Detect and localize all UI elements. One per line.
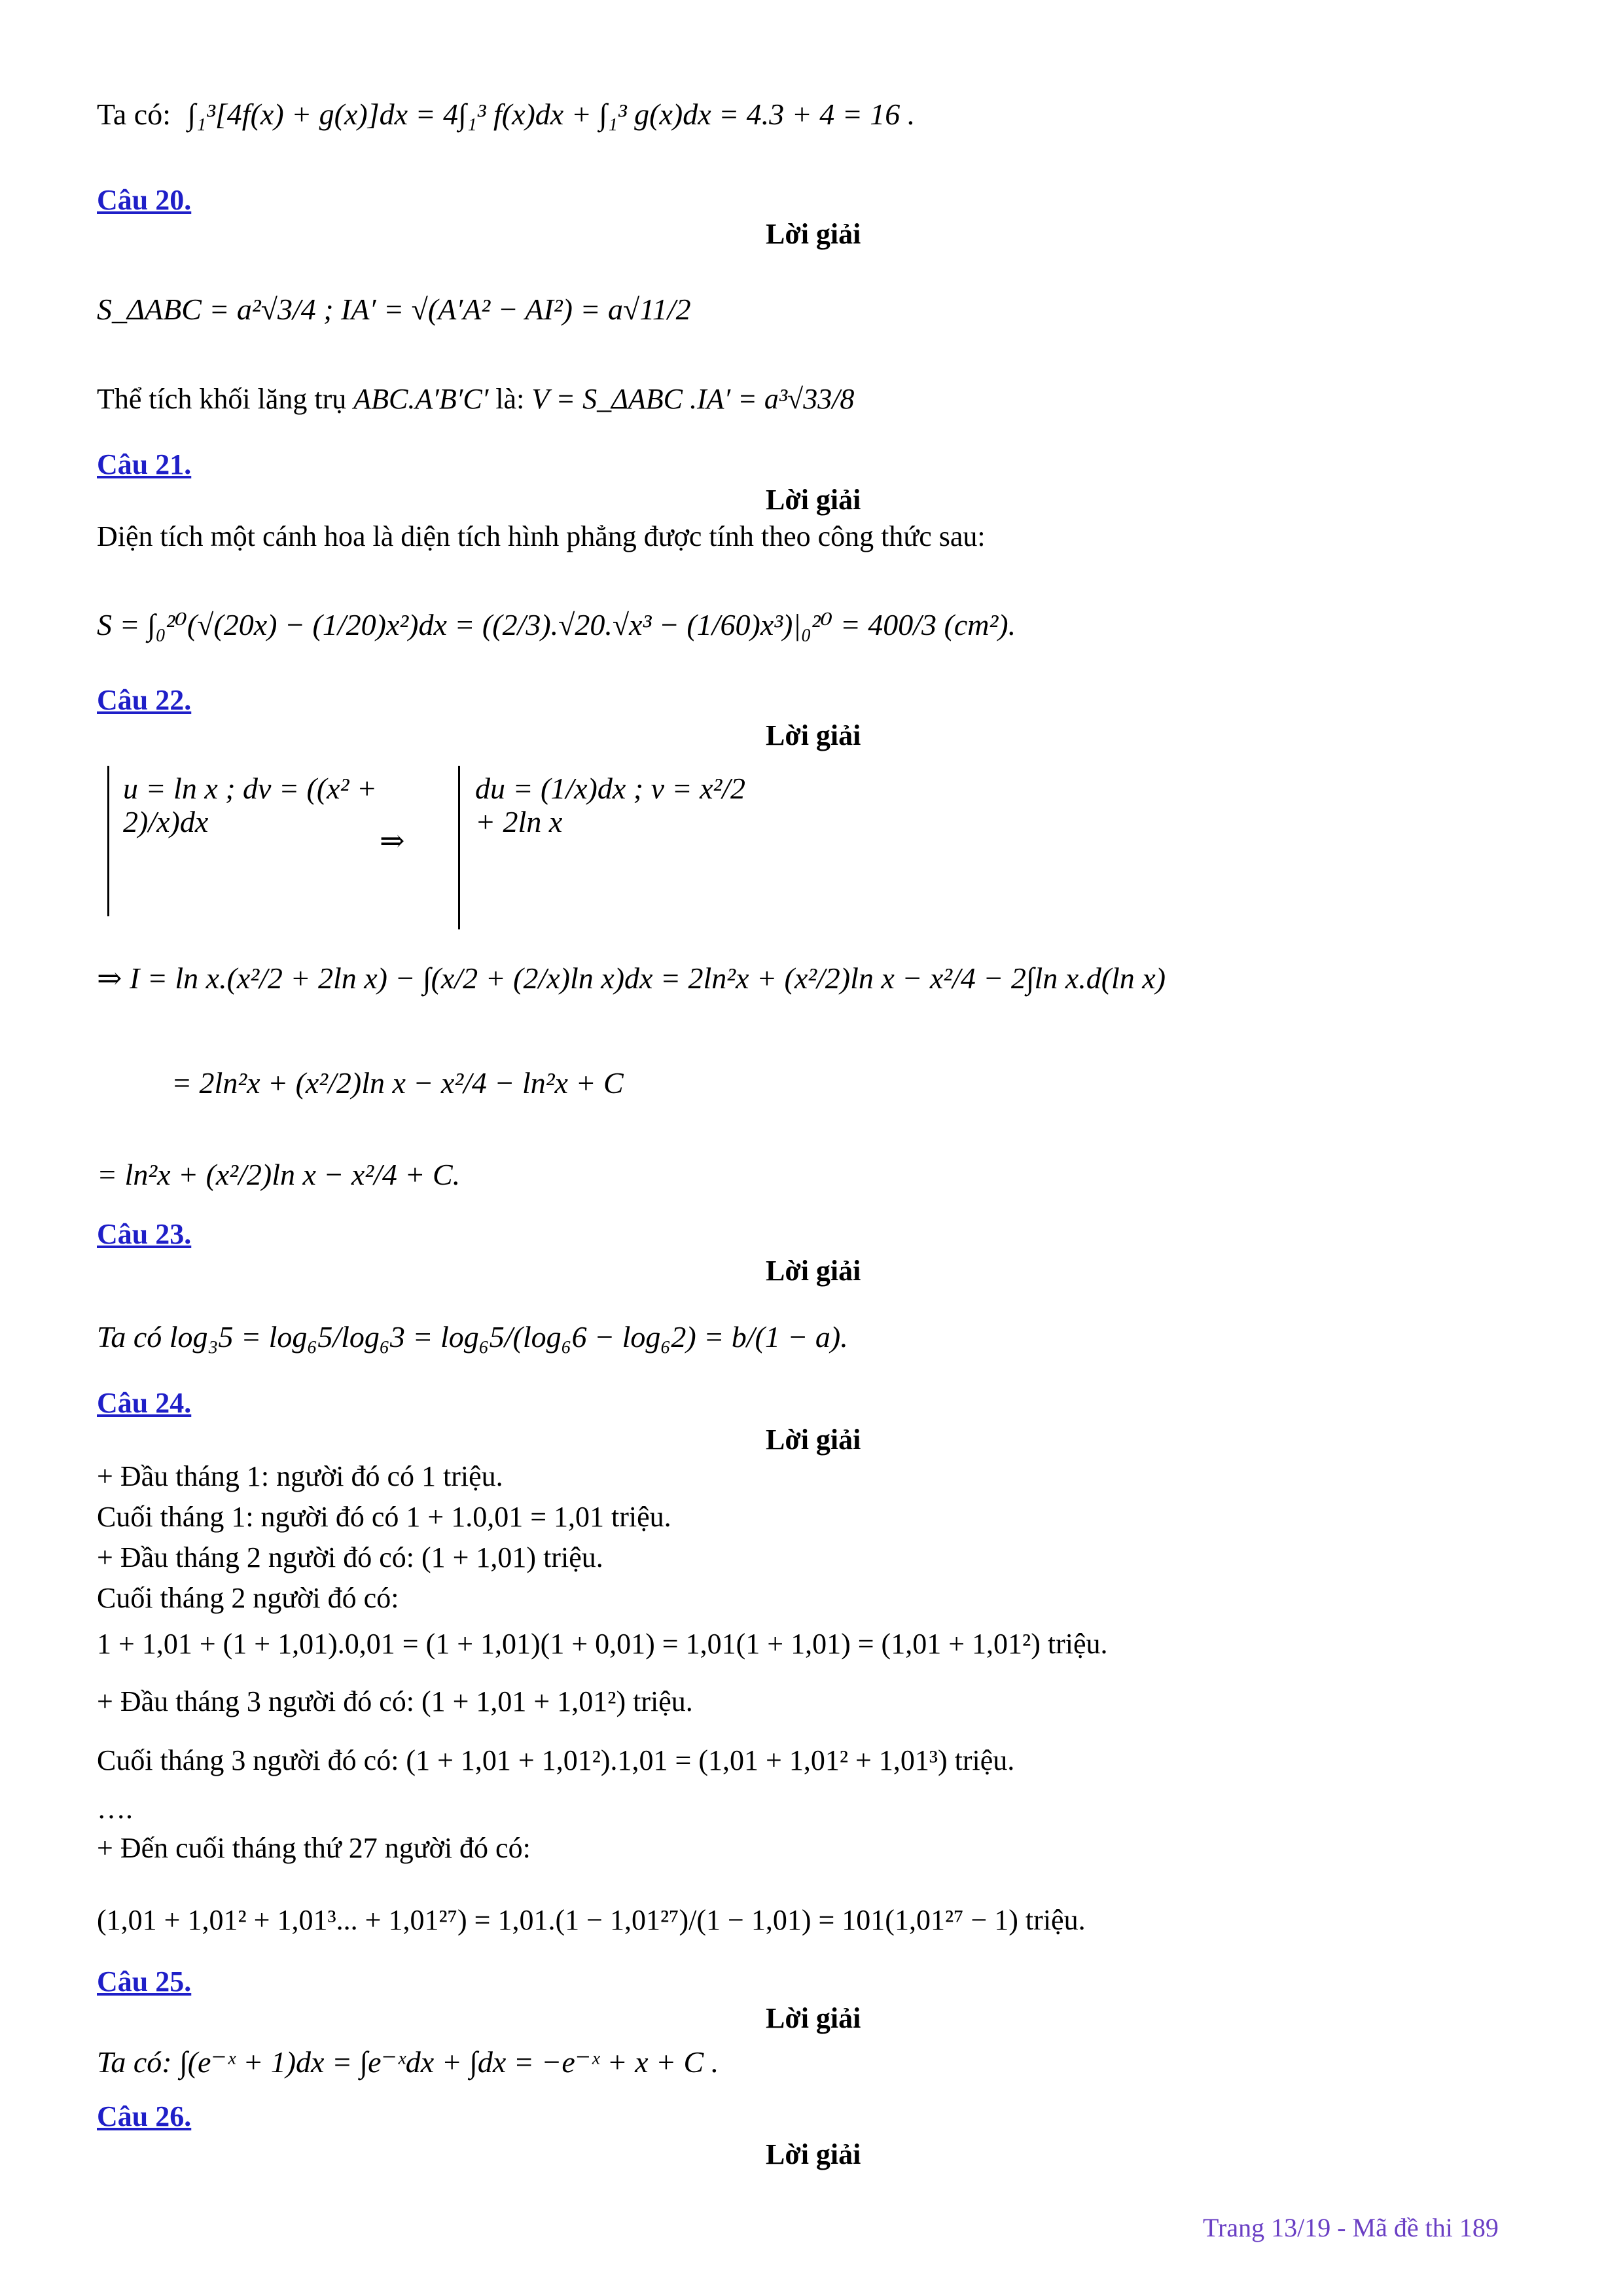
solution-21-label: Lời giải xyxy=(766,484,861,516)
month27-label: + Đến cuối tháng thứ 27 người đó có: xyxy=(97,1832,531,1864)
question-20-heading: Câu 20. xyxy=(97,184,192,216)
question-24-heading: Câu 24. xyxy=(97,1387,192,1419)
integral-line xyxy=(97,98,915,132)
solution-23-label: Lời giải xyxy=(766,1255,861,1287)
month2-end-formula: 1 + 1,01 + (1 + 1,01).0,01 = (1 + 1,01)(1 + 0,01) = 1,01(1 + 1,01) = (1,01 + 1,01²) triệu. xyxy=(97,1628,1108,1660)
la-text: là: xyxy=(488,383,532,415)
solution-22-label: Lời giải xyxy=(766,719,861,751)
question-23-heading: Câu 23. xyxy=(97,1218,192,1250)
question-26-heading: Câu 26. xyxy=(97,2100,192,2132)
month3-start: + Đầu tháng 3 người đó có: (1 + 1,01 + 1,01²) triệu. xyxy=(97,1685,693,1717)
system-1-brace xyxy=(107,766,109,916)
formula-21-area: S = ∫₀²⁰(√(20x) − (1/20)x²)dx = ((2/3).√20.√x³ − (1/60)x³)|₀²⁰ = 400/3 (cm²). xyxy=(97,608,1016,641)
question-21-heading: Câu 21. xyxy=(97,448,192,480)
month1-start: + Đầu tháng 1: người đó có 1 triệu. xyxy=(97,1460,503,1492)
system-1-formula: u = ln x ; dv = ((x² + 2)/x)dx xyxy=(123,772,377,838)
volume-line-20 xyxy=(97,384,854,415)
formula-22-integration: ⇒ I = ln x.(x²/2 + 2ln x) − ∫(x/2 + (2/x)ln x)dx = 2ln²x + (x²/2)ln x − x²/4 − 2∫ln x.d(ln x) xyxy=(97,961,1166,995)
substitution-system-2 xyxy=(458,759,759,936)
ellipsis: …. xyxy=(97,1793,133,1825)
implies-arrow: ⇒ xyxy=(380,824,405,857)
solution-20-label: Lời giải xyxy=(766,218,861,250)
formula-22-result: = ln²x + (x²/2)ln x − x²/4 + C. xyxy=(97,1158,461,1191)
solution-25-label: Lời giải xyxy=(766,2002,861,2034)
solution-24-label: Lời giải xyxy=(766,1424,861,1456)
substitution-system-1 xyxy=(97,759,398,923)
page-footer: Trang 13/19 - Mã đề thi 189 xyxy=(1203,2213,1499,2242)
formula-20-volume: V = S_ΔABC .IA′ = a³√33/8 xyxy=(531,383,855,415)
question-25-heading: Câu 25. xyxy=(97,1965,192,1998)
month27-formula: (1,01 + 1,01² + 1,01³... + 1,01²⁷) = 1,01.(1 − 1,01²⁷)/(1 − 1,01) = 101(1,01²⁷ − 1) triệu. xyxy=(97,1904,1086,1936)
formula-22-step2: = 2ln²x + (x²/2)ln x − x²/4 − ln²x + C xyxy=(171,1066,624,1100)
formula-23-log: Ta có log₃5 = log₆5/log₆3 = log₆5/(log₆6 − log₆2) = b/(1 − a). xyxy=(97,1320,848,1354)
month1-end: Cuối tháng 1: người đó có 1 + 1.0,01 = 1,01 triệu. xyxy=(97,1501,671,1533)
formula-20-area: S_ΔABC = a²√3/4 ; IA′ = √(A′A² − AI²) = a√11/2 xyxy=(97,293,691,326)
prism-name: ABC.A′B′C′ xyxy=(353,383,489,415)
month2-start: + Đầu tháng 2 người đó có: (1 + 1,01) triệu. xyxy=(97,1541,603,1573)
solution-26-label: Lời giải xyxy=(766,2138,861,2170)
ta-co-label: Ta có: xyxy=(97,98,171,131)
month2-end-label: Cuối tháng 2 người đó có: xyxy=(97,1582,399,1614)
question-22-heading: Câu 22. xyxy=(97,684,192,716)
formula-25-integral: Ta có: ∫(e⁻ˣ + 1)dx = ∫e⁻ˣdx + ∫dx = −e⁻ˣ + x + C . xyxy=(97,2045,719,2079)
system-2-formula: du = (1/x)dx ; v = x²/2 + 2ln x xyxy=(475,772,746,838)
petal-area-text: Diện tích một cánh hoa là diện tích hình phẳng được tính theo công thức sau: xyxy=(97,520,986,552)
system-2-brace xyxy=(458,766,460,929)
month3-end: Cuối tháng 3 người đó có: (1 + 1,01 + 1,01²).1,01 = (1,01 + 1,01² + 1,01³) triệu. xyxy=(97,1744,1015,1776)
volume-text: Thể tích khối lăng trụ xyxy=(97,383,354,415)
formula-l1: ∫₁³[4f(x) + g(x)]dx = 4∫₁³ f(x)dx + ∫₁³ g(x)dx = 4.3 + 4 = 16 . xyxy=(187,98,916,131)
